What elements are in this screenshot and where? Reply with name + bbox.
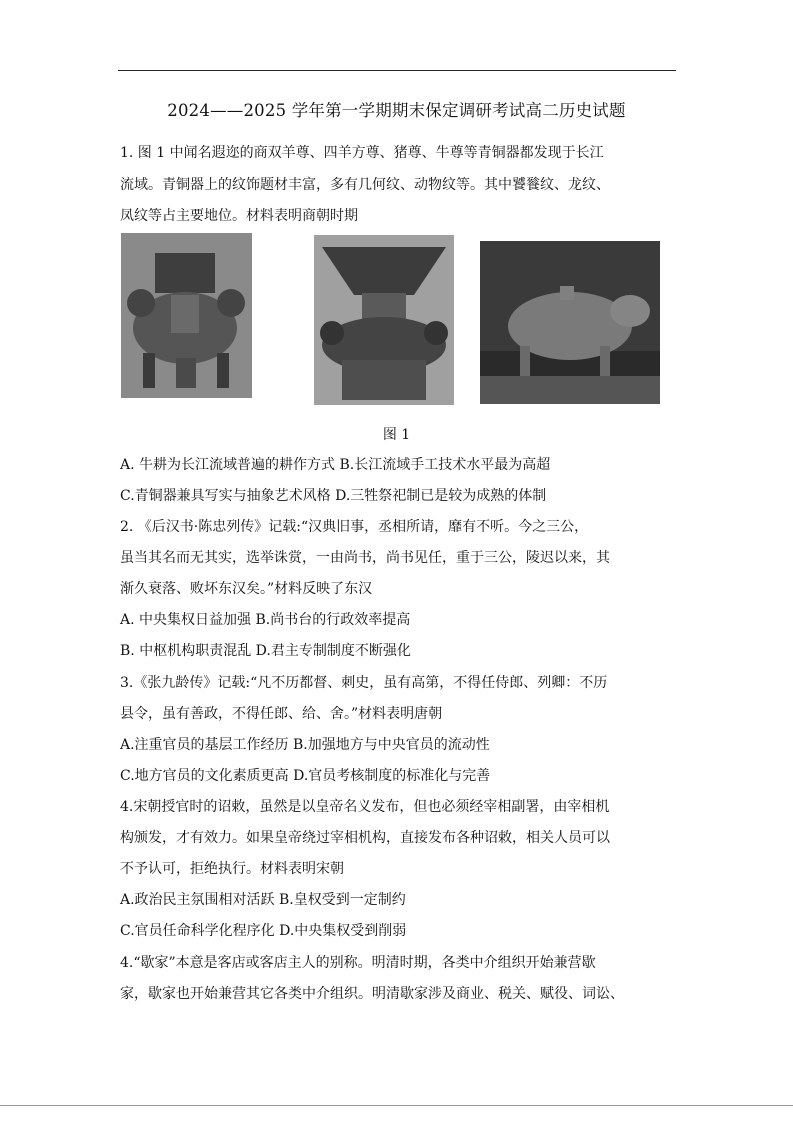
q4-stem-line-2: 构颁发，才有效力。如果皇帝绕过宰相机构，直接发布各种诏敕，相关人员可以 [120,830,610,846]
top-rule [118,70,676,71]
q3-stem-line-2: 县令，虽有善政，不得任郎、给、舍。”材料表明唐朝 [120,706,443,722]
q4-option-line-2: C.官员任命科学化程序化 D.中央集权受到削弱 [120,923,407,939]
four-ram-square-zun-photo [314,235,454,405]
q4-option-line-1: A.政治民主氛围相对活跃 B.皇权受到一定制约 [120,892,406,908]
q5-stem-line-2: 家，歇家也开始兼营其它各类中介组织。明清歇家涉及商业、税关、赋役、词讼、 [120,986,624,1002]
pig-zun-photo [480,241,660,404]
q1-stem-line-2: 流域。青铜器上的纹饰题材丰富，多有几何纹、动物纹等。其中饕餮纹、龙纹、 [120,177,610,193]
q1-stem-line-3: 凤纹等占主要地位。材料表明商朝时期 [120,208,358,224]
q2-stem-line-1: 2. 《后汉书·陈忠列传》记载:“汉典旧事，丞相所请，靡有不听。今之三公， [120,519,589,535]
page-title: 2024——2025 学年第一学期期末保定调研考试高二历史试题 [167,101,626,120]
figure-caption: 图 1 [382,427,411,443]
q4-stem-line-1: 4.宋朝授官时的诏敕，虽然是以皇帝名义发布，但也必须经宰相副署，由宰相机 [120,799,610,815]
bottom-rule [0,1105,793,1106]
q1-option-line-1: A. 牛耕为长江流域普遍的耕作方式 B.长江流域手工技术水平最为高超 [120,457,551,473]
q2-stem-line-2: 虽当其名而无其实，选举诛赏，一由尚书，尚书见任，重于三公，陵迟以来，其 [120,550,610,566]
q4-stem-line-3: 不予认可，拒绝执行。材料表明宋朝 [120,861,344,877]
q5-stem-line-1: 4.“歇家”本意是客店或客店主人的别称。明清时期，各类中介组织开始兼营歇 [120,955,596,971]
q1-option-line-2: C.青铜器兼具写实与抽象艺术风格 D.三牲祭祀制已是较为成熟的体制 [120,488,547,504]
q3-stem-line-1: 3.《张九龄传》记载:“凡不历都督、刺史，虽有高第，不得任侍郎、列卿：不历 [120,675,608,691]
double-ram-zun-photo [121,233,252,398]
q3-option-line-1: A.注重官员的基层工作经历 B.加强地方与中央官员的流动性 [120,737,490,753]
q2-option-line-2: B. 中枢机构职责混乱 D.君主专制制度不断强化 [120,643,411,659]
q1-stem-line-1: 1. 图 1 中闻名遐迩的商双羊尊、四羊方尊、猪尊、牛尊等青铜器都发现于长江 [120,145,604,161]
q3-option-line-2: C.地方官员的文化素质更高 D.官员考核制度的标准化与完善 [120,768,491,784]
q2-option-line-1: A. 中央集权日益加强 B.尚书台的行政效率提高 [120,612,411,628]
q2-stem-line-3: 渐久衰落、败坏东汉矣。”材料反映了东汉 [120,581,373,597]
